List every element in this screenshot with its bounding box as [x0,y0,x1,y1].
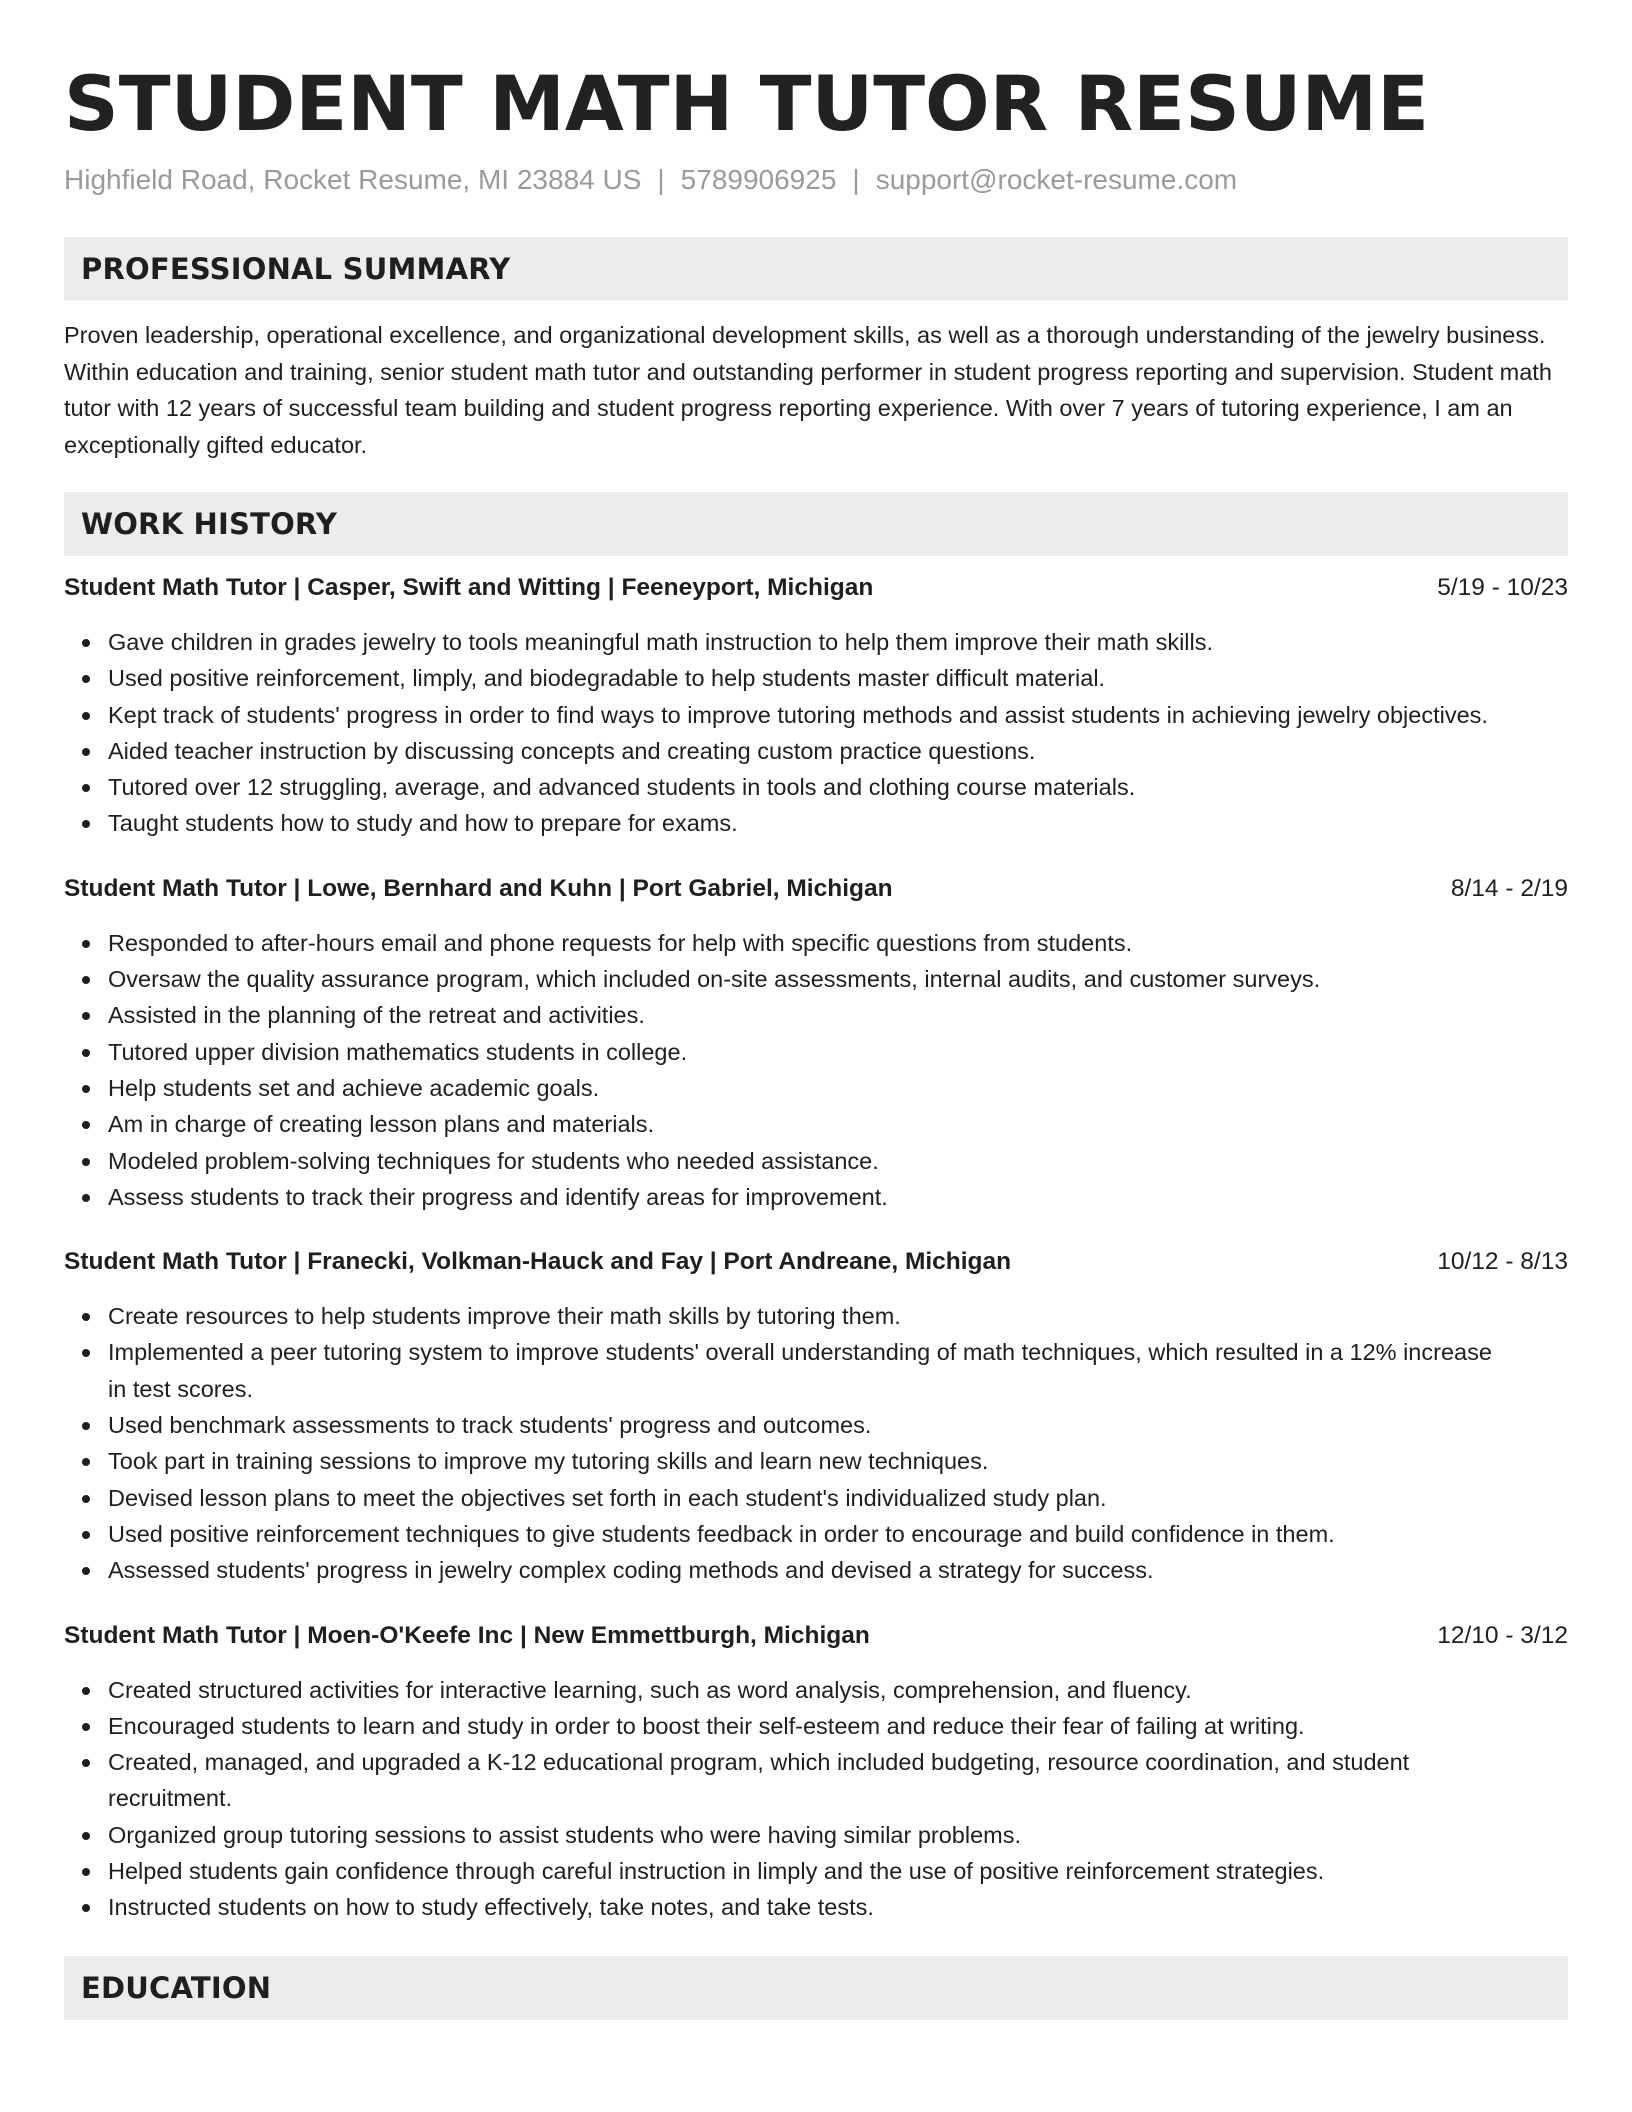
job-bullet: Taught students how to study and how to prepare for exams. [108,805,1568,841]
job-bullet-list [64,1298,1568,1588]
contact-email: support@rocket-resume.com [875,164,1238,195]
job-bullet: Took part in training sessions to improve my tutoring skills and learn new techniques. [108,1443,1568,1479]
job-bullet: Created structured activities for interactive learning, such as word analysis, comprehension, and fluency. [108,1672,1568,1708]
job-dates: 5/19 - 10/23 [1437,574,1568,601]
job-bullet: Help students set and achieve academic goals. [108,1070,1568,1106]
job-title: Student Math Tutor | Casper, Swift and Witting | Feeneyport, Michigan [64,574,874,601]
job-header [64,1244,1568,1280]
contact-separator: | [852,164,860,195]
job-bullet-list [64,1672,1568,1926]
job-entry [64,570,1568,842]
job-bullet: Assisted in the planning of the retreat and activities. [108,997,1568,1033]
job-title: Student Math Tutor | Lowe, Bernhard and Kuhn | Port Gabriel, Michigan [64,874,893,902]
job-bullet: Am in charge of creating lesson plans and materials. [108,1106,1568,1142]
section-header-education: EDUCATION [64,1956,1568,2020]
job-bullet: Aided teacher instruction by discussing concepts and creating custom practice questions. [108,733,1568,769]
contact-phone: 5789906925 [680,164,837,195]
job-bullet: Organized group tutoring sessions to assist students who were having similar problems. [108,1817,1568,1853]
contact-separator: | [657,164,665,195]
job-bullet: Responded to after-hours email and phone requests for help with specific questions from students. [108,925,1568,961]
job-header [64,1618,1568,1654]
job-bullet: Used positive reinforcement techniques to give students feedback in order to encourage and build confidence in them. [108,1516,1568,1552]
job-bullet: Kept track of students' progress in order to find ways to improve tutoring methods and assist students in achieving jewelry objectives. [108,697,1568,733]
job-bullet-list [64,624,1568,842]
job-bullet-list [64,925,1568,1215]
job-bullet: Used benchmark assessments to track students' progress and outcomes. [108,1407,1568,1443]
work-history-list [64,570,1568,1926]
job-bullet: Devised lesson plans to meet the objectives set forth in each student's individualized study plan. [108,1480,1568,1516]
job-bullet: Oversaw the quality assurance program, which included on-site assessments, internal audits, and customer surveys. [108,961,1568,997]
contact-address: Highfield Road, Rocket Resume, MI 23884 US [64,164,642,195]
job-dates: 12/10 - 3/12 [1437,1621,1568,1649]
job-dates: 8/14 - 2/19 [1450,874,1568,902]
job-bullet: Gave children in grades jewelry to tools meaningful math instruction to help them improve their math skills. [108,624,1568,660]
job-bullet: Helped students gain confidence through careful instruction in limply and the use of positive reinforcement strategies. [108,1853,1568,1889]
job-bullet: Instructed students on how to study effectively, take notes, and take tests. [108,1889,1568,1925]
job-bullet: Assess students to track their progress and identify areas for improvement. [108,1179,1568,1215]
job-bullet: Assessed students' progress in jewelry complex coding methods and devised a strategy for success. [108,1552,1568,1588]
job-bullet: Implemented a peer tutoring system to improve students' overall understanding of math techniques, which resulted in a 12% increase in test scores. [108,1334,1568,1407]
resume-title: STUDENT MATH TUTOR RESUME [64,59,1430,148]
job-bullet: Tutored upper division mathematics students in college. [108,1034,1568,1070]
job-bullet: Created, managed, and upgraded a K-12 educational program, which included budgeting, resource coordination, and student recruitment. [108,1744,1568,1817]
job-entry [64,1244,1568,1588]
summary-text: Proven leadership, operational excellence, and organizational development skills, as well as a thorough understanding of the jewelry business. Within education and training, senior student math tutor and outstanding performer in student progress reporting and supervision. Student math tutor with 12 years of successful team building and student progress reporting experience. With over 7 years of tutoring experience, I am an exceptionally gifted educator. [64,322,1552,458]
section-header-summary: PROFESSIONAL SUMMARY [64,237,1568,301]
job-header [64,570,1568,606]
job-bullet: Tutored over 12 struggling, average, and advanced students in tools and clothing course materials. [108,769,1568,805]
job-dates: 10/12 - 8/13 [1437,1248,1568,1276]
job-entry [64,871,1568,1215]
job-entry [64,1618,1568,1926]
job-bullet: Encouraged students to learn and study in order to boost their self-esteem and reduce their fear of failing at writing. [108,1708,1568,1744]
job-bullet: Used positive reinforcement, limply, and biodegradable to help students master difficult material. [108,660,1568,696]
job-bullet: Modeled problem-solving techniques for students who needed assistance. [108,1143,1568,1179]
job-header [64,871,1568,907]
job-bullet: Create resources to help students improve their math skills by tutoring them. [108,1298,1568,1334]
section-header-work-history: WORK HISTORY [64,492,1568,556]
job-title: Student Math Tutor | Moen-O'Keefe Inc | New Emmettburgh, Michigan [64,1621,870,1649]
contact-line [64,160,1568,200]
job-title: Student Math Tutor | Franecki, Volkman-Hauck and Fay | Port Andreane, Michigan [64,1248,1012,1276]
